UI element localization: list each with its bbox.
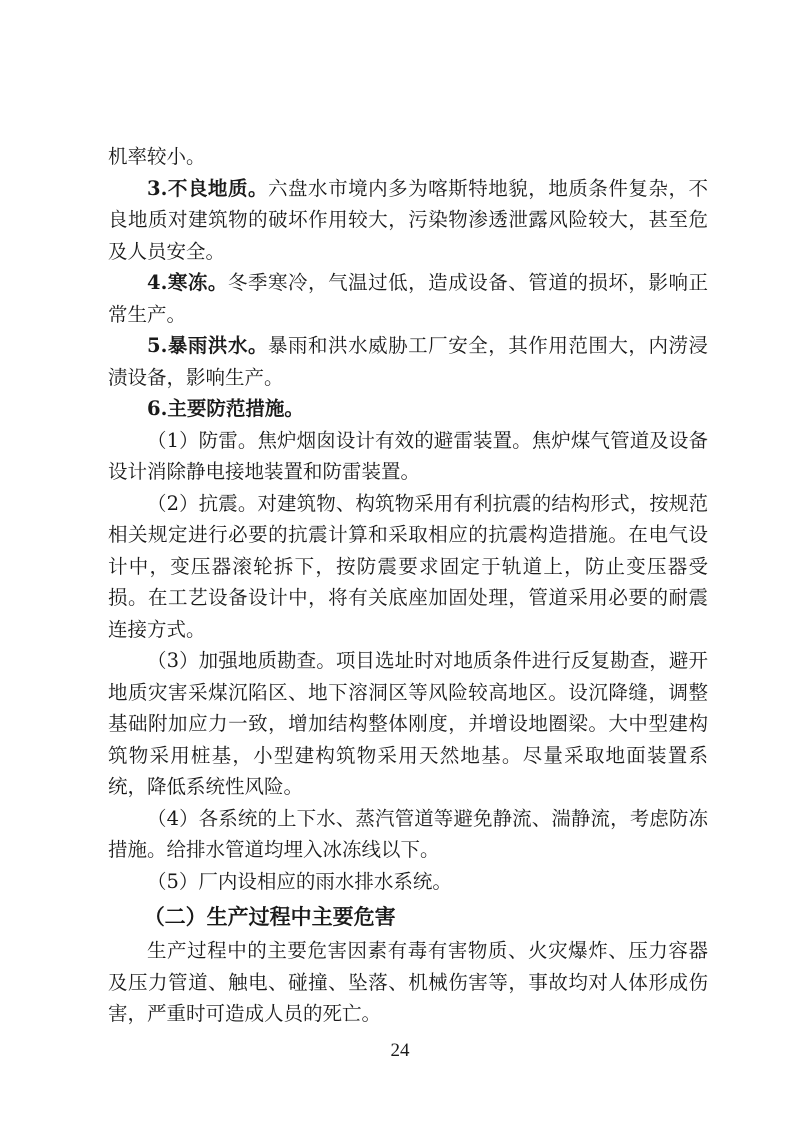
section-body: 生产过程中的主要危害因素有毒有害物质、火灾爆炸、压力容器及压力管道、触电、碰撞、坠落、机械伤害等，事故均对人体形成伤害，严重时可造成人员的死亡。 bbox=[108, 939, 708, 1025]
measure-antifreeze: （4）各系统的上下水、蒸汽管道等避免静流、湍静流，考虑防冻措施。给排水管道均埋入冰冻线以下。 bbox=[108, 806, 708, 861]
item-lead: 5.暴雨洪水。 bbox=[147, 334, 268, 357]
item-freeze bbox=[108, 267, 708, 330]
item-text: 暴雨和洪水威胁工厂安全，其作用范围大，内涝浸渍设备，影响生产。 bbox=[108, 334, 708, 389]
item-text: 六盘水市境内多为喀斯特地貌，地质条件复杂，不良地质对建筑物的破坏作用较大，污染物渗透泄露风险较大，甚至危及人员安全。 bbox=[108, 176, 708, 263]
item-lead: 3.不良地质。 bbox=[147, 176, 268, 200]
page-number: 24 bbox=[390, 1040, 410, 1061]
measure-geology-survey: （3）加强地质勘查。项目选址时对地质条件进行反复勘查，避开地质灾害采煤沉陷区、地下溶洞区等风险较高地区。设沉降缝，调整基础附加应力一致，增加结构整体刚度，并增设地圈梁。大中型建构筑物采用桩基，小型建构筑物采用天然地基。尽量采取地面装置系统，降低系统性风险。 bbox=[108, 649, 708, 798]
item-text: 冬季寒冷，气温过低，造成设备、管道的损坏，影响正常生产。 bbox=[108, 271, 708, 326]
item-rainstorm-flood bbox=[108, 330, 708, 393]
item-lead: 6.主要防范措施。 bbox=[147, 397, 304, 420]
item-bad-geology bbox=[108, 173, 708, 268]
measure-drainage: （5）厂内设相应的雨水排水系统。 bbox=[147, 869, 452, 893]
continuation-text: 机率较小。 bbox=[108, 145, 206, 168]
measure-seismic: （2）抗震。对建筑物、构筑物采用有利抗震的结构形式，按规范相关规定进行必要的抗震计算和采取相应的抗震构造措施。在电气设计中，变压器滚轮拆下，按防震要求固定于轨道上，防止变压器受损。在工艺设备设计中，将有关底座加固处理，管道采用必要的耐震连接方式。 bbox=[108, 491, 708, 641]
document-body bbox=[108, 141, 708, 1030]
item-prevention-measures bbox=[108, 393, 708, 425]
measure-lightning: （1）防雷。焦炉烟囱设计有效的避雷装置。焦炉煤气管道及设备设计消除静电接地装置和防雷装置。 bbox=[108, 428, 708, 483]
section-heading: （二）生产过程中主要危害 bbox=[143, 904, 396, 929]
item-lead: 4.寒冻。 bbox=[147, 271, 228, 294]
